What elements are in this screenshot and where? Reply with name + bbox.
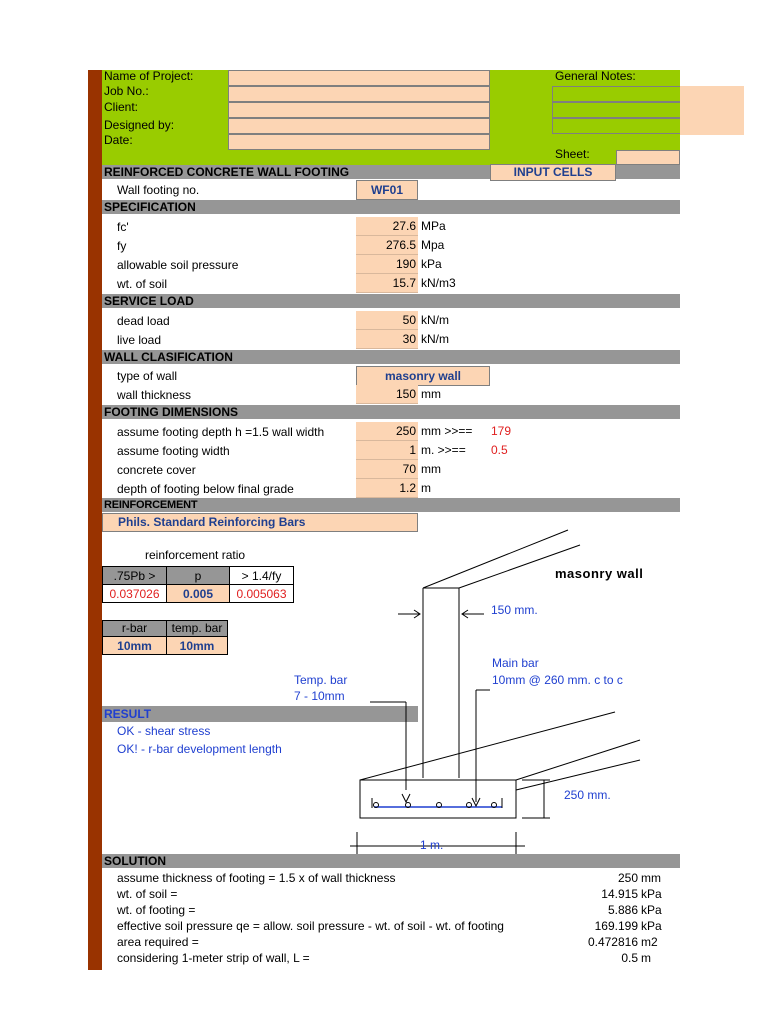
load-label: dead load xyxy=(117,314,170,328)
dim-label: assume footing depth h =1.5 wall width xyxy=(117,425,325,439)
depth-caption: 250 mm. xyxy=(564,788,611,802)
soil-pressure-input[interactable]: 190 xyxy=(356,255,418,274)
dead-load-input[interactable]: 50 xyxy=(356,311,418,330)
wall-class-title: WALL CLASIFICATION xyxy=(104,350,233,364)
spec-label: fc' xyxy=(117,220,129,234)
spec-unit: kN/m3 xyxy=(421,276,456,290)
wall-type-label: type of wall xyxy=(117,369,178,383)
bar-header: r-bar xyxy=(102,620,167,637)
ratio-title: reinforcement ratio xyxy=(145,548,246,562)
dim-label: depth of footing below final grade xyxy=(117,482,294,496)
depth-check-value: 179 xyxy=(491,424,512,438)
load-unit: kN/m xyxy=(421,332,449,346)
page-title: REINFORCED CONCRETE WALL FOOTING xyxy=(104,165,350,179)
solution-label: assume thickness of footing = 1.5 x of wall thickness xyxy=(117,871,396,885)
designed-by-label: Designed by: xyxy=(104,118,175,132)
dim-label: concrete cover xyxy=(117,463,196,477)
input-cells-legend: INPUT CELLS xyxy=(490,164,616,181)
wall-type-caption: masonry wall xyxy=(555,566,644,581)
solution-value: 250 xyxy=(617,871,638,885)
cover-input[interactable]: 70 xyxy=(356,460,418,479)
solution-label: wt. of soil = xyxy=(117,887,178,901)
solution-title: SOLUTION xyxy=(104,854,166,868)
solution-label: effective soil pressure qe = allow. soil pressure - wt. of soil - wt. of footing xyxy=(117,919,504,933)
wall-footing-input[interactable]: WF01 xyxy=(356,180,418,200)
dim-unit: m xyxy=(421,481,431,495)
spec-label: fy xyxy=(117,239,127,253)
job-no-label: Job No.: xyxy=(104,84,149,98)
dim-unit: mm xyxy=(421,462,441,476)
spec-unit: kPa xyxy=(421,257,442,271)
solution-value: 0.472816 xyxy=(587,935,638,949)
bar-standard-select[interactable]: Phils. Standard Reinforcing Bars xyxy=(102,513,418,532)
solution-unit: mm xyxy=(641,871,661,885)
soil-weight-input[interactable]: 15.7 xyxy=(356,274,418,293)
ratio-p-value: 0.005 xyxy=(166,584,230,603)
reinforcement-title: REINFORCEMENT xyxy=(104,499,198,511)
load-label: live load xyxy=(117,333,162,347)
tempbar-select[interactable]: 10mm xyxy=(166,636,228,655)
general-notes-label: General Notes: xyxy=(555,69,636,83)
footing-grade-depth-input[interactable]: 1.2 xyxy=(356,479,418,498)
spec-label: wt. of soil xyxy=(117,277,168,291)
result-title: RESULT xyxy=(104,707,152,721)
solution-value: 14.915 xyxy=(601,887,638,901)
temp-bar-spec: 7 - 10mm xyxy=(294,689,345,703)
spec-unit: MPa xyxy=(421,219,446,233)
rbar-select[interactable]: 10mm xyxy=(102,636,167,655)
dim-unit: mm >>== xyxy=(421,424,473,438)
result-line: OK - shear stress xyxy=(117,724,211,738)
spec-label: allowable soil pressure xyxy=(117,258,239,272)
solution-label: considering 1-meter strip of wall, L = xyxy=(117,951,310,965)
wall-type-select[interactable]: masonry wall xyxy=(356,366,490,386)
dim-unit: m. >>== xyxy=(421,443,466,457)
ratio-header: p xyxy=(166,566,230,585)
sheet-label: Sheet: xyxy=(555,147,590,161)
ratio-fy-value: 0.005063 xyxy=(229,584,294,603)
temp-bar-caption: Temp. bar xyxy=(294,673,348,687)
main-bar-spec: 10mm @ 260 mm. c to c xyxy=(492,673,623,687)
solution-unit: kPa xyxy=(641,903,662,917)
fy-input[interactable]: 276.5 xyxy=(356,236,418,255)
solution-value: 0.5 xyxy=(621,951,638,965)
footing-width-input[interactable]: 1 xyxy=(356,441,418,460)
load-unit: kN/m xyxy=(421,313,449,327)
dim-label: assume footing width xyxy=(117,444,230,458)
bar-header: temp. bar xyxy=(166,620,228,637)
fc-input[interactable]: 27.6 xyxy=(356,217,418,236)
solution-value: 5.886 xyxy=(607,903,638,917)
client-label: Client: xyxy=(104,100,139,114)
solution-unit: kPa xyxy=(641,919,662,933)
ratio-header: .75Pb > xyxy=(102,566,167,585)
width-caption: 1 m. xyxy=(420,838,444,852)
service-load-title: SERVICE LOAD xyxy=(104,294,194,308)
solution-unit: m xyxy=(641,951,651,965)
solution-band xyxy=(102,854,680,868)
wall-thickness-label: wall thickness xyxy=(117,388,192,402)
wall-footing-label: Wall footing no. xyxy=(117,183,200,197)
width-check-value: 0.5 xyxy=(491,443,508,457)
wall-thickness-unit: mm xyxy=(421,387,441,401)
solution-unit: m2 xyxy=(641,935,658,949)
solution-unit: kPa xyxy=(641,887,662,901)
solution-value: 169.199 xyxy=(594,919,638,933)
main-bar-caption: Main bar xyxy=(492,656,539,670)
date-label: Date: xyxy=(104,133,133,147)
footing-depth-input[interactable]: 250 xyxy=(356,422,418,441)
project-name-label: Name of Project: xyxy=(104,69,194,83)
wall-thickness-input[interactable]: 150 xyxy=(356,385,418,404)
spec-unit: Mpa xyxy=(421,238,445,252)
ratio-pb-value: 0.037026 xyxy=(102,584,167,603)
ratio-header: > 1.4/fy xyxy=(229,566,294,585)
solution-label: wt. of footing = xyxy=(117,903,196,917)
solution-label: area required = xyxy=(117,935,199,949)
thickness-caption: 150 mm. xyxy=(491,603,538,617)
live-load-input[interactable]: 30 xyxy=(356,330,418,349)
result-line: OK! - r-bar development length xyxy=(117,742,282,756)
specification-title: SPECIFICATION xyxy=(104,200,196,214)
footing-dim-title: FOOTING DIMENSIONS xyxy=(104,405,239,419)
